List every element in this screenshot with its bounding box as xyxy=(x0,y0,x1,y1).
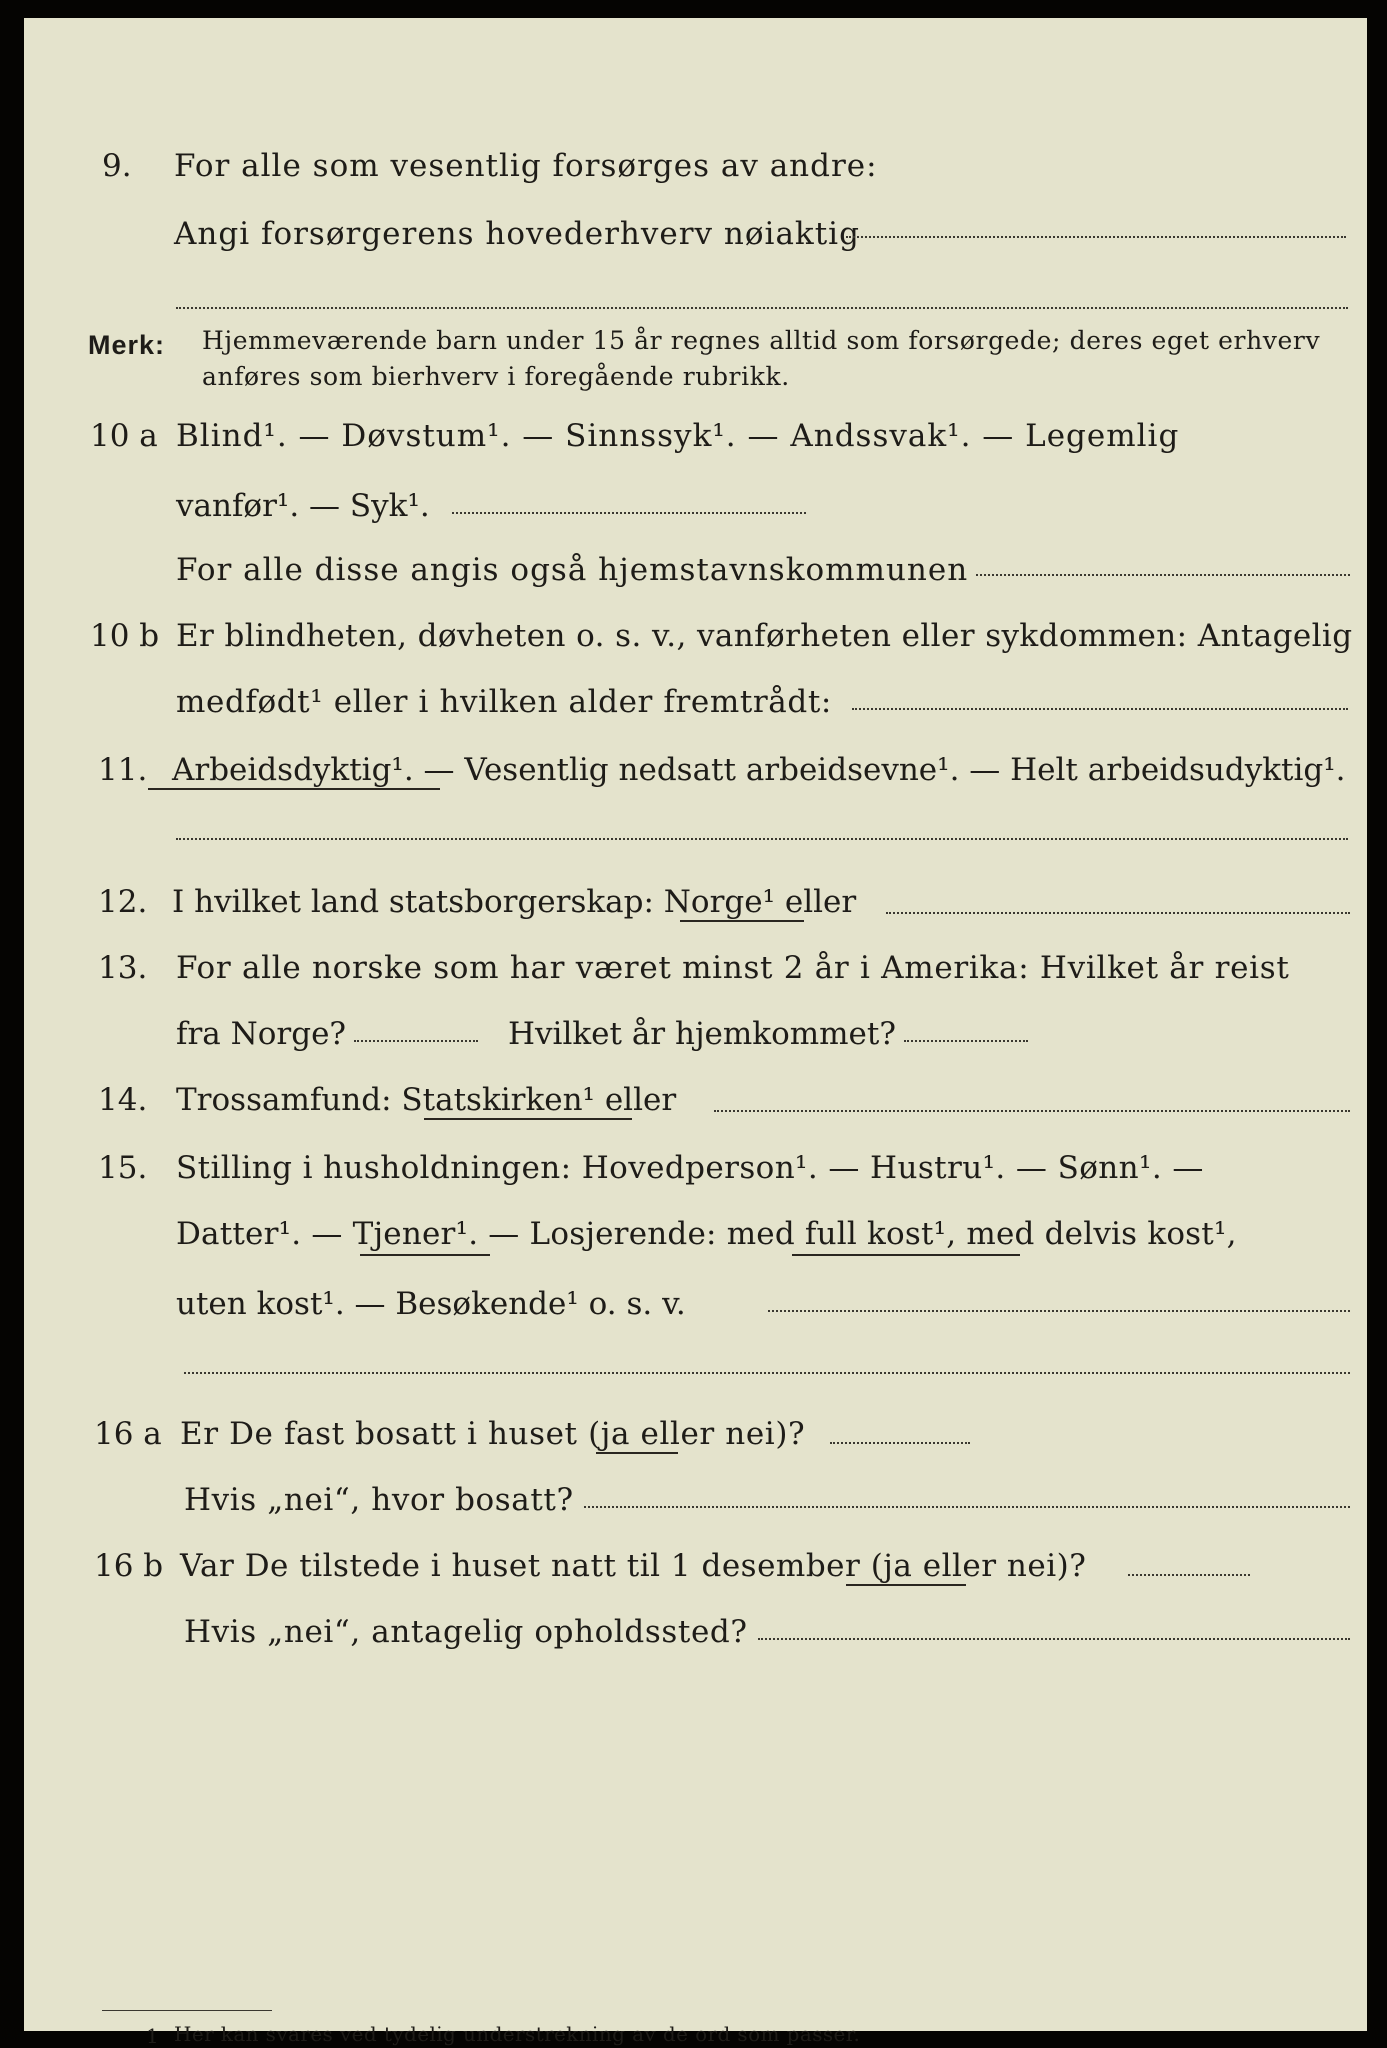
q13-answer-line-b xyxy=(904,1040,1028,1042)
q16a-line1: Er De fast bosatt i huset (ja eller nei)? xyxy=(180,1416,806,1452)
q14-number: 14. xyxy=(98,1082,148,1118)
q16a-number: 16 a xyxy=(94,1416,162,1452)
footnote-text: Her kan svares ved tydelig understrekning av de ord som passer. xyxy=(174,2022,861,2046)
q16b-line1: Var De tilstede i huset natt til 1 desember (ja eller nei)? xyxy=(180,1548,1087,1584)
q15-line2: Datter¹. — Tjener¹. — Losjerende: med full kost¹, med delvis kost¹, xyxy=(176,1216,1237,1252)
q15-number: 15. xyxy=(98,1150,148,1186)
q10a-answer-line-2 xyxy=(976,574,1350,576)
merk-label: Merk: xyxy=(88,330,166,360)
q10a-line1: Blind¹. — Døvstum¹. — Sinnssyk¹. — Andssvak¹. — Legemlig xyxy=(176,418,1180,454)
q14-answer-line xyxy=(714,1110,1350,1112)
q13-line2a: fra Norge? xyxy=(176,1016,347,1052)
q15-line3: uten kost¹. — Besøkende¹ o. s. v. xyxy=(176,1286,686,1322)
q10b-number: 10 b xyxy=(90,618,160,654)
q11-number: 11. xyxy=(98,752,148,788)
q16a-line2: Hvis „nei“, hvor bosatt? xyxy=(184,1482,574,1518)
q13-line2b: Hvilket år hjemkommet? xyxy=(508,1016,896,1052)
q10a-number: 10 a xyxy=(90,418,158,454)
q10b-line1: Er blindheten, døvheten o. s. v., vanførheten eller sykdommen: Antagelig xyxy=(176,618,1353,654)
q13-number: 13. xyxy=(98,950,148,986)
q16a-answer-line-2 xyxy=(584,1506,1350,1508)
q16b-answer-line-2 xyxy=(758,1638,1350,1640)
q9-line1: For alle som vesentlig forsørges av andre: xyxy=(174,148,878,184)
q16b-answer-line xyxy=(1128,1574,1250,1576)
footnote-rule xyxy=(102,2010,272,2011)
q16b-number: 16 b xyxy=(94,1548,164,1584)
q12-number: 12. xyxy=(98,884,148,920)
q10b-answer-line xyxy=(852,708,1348,710)
q15-underline-full-kost xyxy=(792,1254,1020,1256)
q15-answer-line-2 xyxy=(184,1372,1350,1374)
q15-underline-tjener xyxy=(360,1254,490,1256)
census-form-page xyxy=(24,18,1367,2048)
q11-answer-line xyxy=(176,838,1348,840)
q10a-line2: vanfør¹. — Syk¹. xyxy=(176,488,430,524)
q16b-underline-ja xyxy=(846,1584,966,1586)
q10a-answer-line xyxy=(452,512,806,514)
q11-line1: Arbeidsdyktig¹. — Vesentlig nedsatt arbeidsevne¹. — Helt arbeidsudyktig¹. xyxy=(172,752,1346,788)
q11-underline-arbeidsdyktig xyxy=(148,788,440,790)
q10b-line2: medfødt¹ eller i hvilken alder fremtrådt: xyxy=(176,684,832,720)
q13-line1: For alle norske som har været minst 2 år i Amerika: Hvilket år reist xyxy=(176,950,1290,986)
q10a-line3: For alle disse angis også hjemstavnskommunen xyxy=(176,552,969,588)
q14-line1: Trossamfund: Statskirken¹ eller xyxy=(176,1082,677,1118)
q15-answer-line xyxy=(768,1310,1350,1312)
q16a-answer-line xyxy=(830,1442,970,1444)
merk-line1: Hjemmeværende barn under 15 år regnes alltid som forsørgede; deres eget erhverv xyxy=(202,326,1321,355)
q9-number: 9. xyxy=(102,148,132,184)
q12-underline-norge xyxy=(680,920,804,922)
footnote-mark: 1 xyxy=(146,2024,159,2048)
q12-line1: I hvilket land statsborgerskap: Norge¹ eller xyxy=(172,884,857,920)
q9-answer-line-2 xyxy=(176,307,1348,309)
q13-answer-line-a xyxy=(354,1040,478,1042)
q16a-underline-ja xyxy=(596,1452,678,1454)
merk-line2: anføres som bierhverv i foregående rubrikk. xyxy=(202,362,790,391)
q15-line1: Stilling i husholdningen: Hovedperson¹. — Hustru¹. — Sønn¹. — xyxy=(176,1150,1204,1186)
q14-underline-statskirken xyxy=(424,1118,632,1120)
q12-answer-line xyxy=(886,912,1350,914)
q16b-line2: Hvis „nei“, antagelig opholdssted? xyxy=(184,1614,748,1650)
q9-answer-line xyxy=(846,236,1346,238)
q9-line2: Angi forsørgerens hovederhverv nøiaktig xyxy=(174,216,860,252)
